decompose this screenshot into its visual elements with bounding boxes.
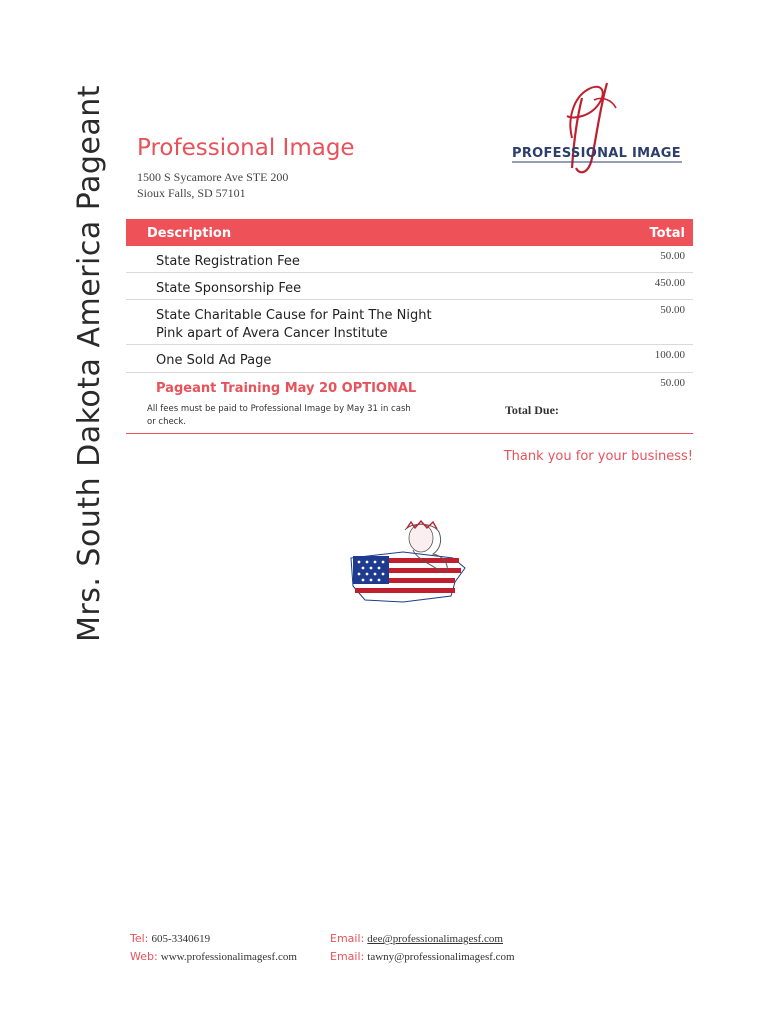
pageant-mascot-image (343, 520, 473, 612)
row-description: State Registration Fee (156, 254, 300, 269)
row-amount: 50.00 (660, 304, 685, 316)
email-label-2: Email: (330, 950, 365, 963)
side-title (72, 82, 112, 642)
row-amount: 50.00 (660, 250, 685, 262)
header-description: Description (147, 226, 232, 241)
footer-contact-right (330, 930, 515, 966)
row-amount: 100.00 (654, 349, 685, 361)
invoice-table (126, 219, 693, 434)
thank-you-message: Thank you for your business! (503, 449, 693, 464)
payment-note: All fees must be paid to Professional Image by May 31 in cash or check. (147, 404, 411, 427)
table-header (126, 219, 693, 246)
email-label-1: Email: (330, 932, 365, 945)
payment-notes (126, 397, 693, 434)
company-name: Professional Image (137, 135, 355, 161)
footer-contact-left (130, 930, 297, 966)
table-row (126, 273, 693, 300)
tel-label: Tel: (130, 932, 149, 945)
row-description: State Sponsorship Fee (156, 281, 302, 296)
row-description: State Charitable Cause for Paint The Night Pink apart of Avera Cancer Institute (156, 308, 432, 341)
address-line-1: 1500 S Sycamore Ave STE 200 (137, 170, 289, 184)
mascot-flag-icon (343, 520, 473, 612)
total-due-label: Total Due: (505, 403, 559, 417)
web-link[interactable]: www.professionalimagesf.com (160, 951, 297, 963)
header-total: Total (649, 226, 685, 241)
table-row (126, 246, 693, 273)
row-amount: 450.00 (654, 277, 685, 289)
tel-value: 605-3340619 (151, 933, 211, 945)
web-label: Web: (130, 950, 158, 963)
logo-monogram-icon (512, 78, 682, 182)
row-description: One Sold Ad Page (156, 353, 272, 368)
table-row (126, 345, 693, 373)
address-line-2: Sioux Falls, SD 57101 (137, 186, 246, 200)
row-description: Pageant Training May 20 OPTIONAL (156, 381, 417, 396)
row-amount: 50.00 (660, 377, 685, 389)
table-row-optional (126, 373, 693, 397)
company-logo (512, 78, 682, 182)
table-row (126, 300, 693, 345)
logo-text: PROFESSIONAL IMAGE (512, 146, 681, 161)
side-title-text: Mrs. South Dakota America Pageant (72, 84, 107, 642)
email-link-2[interactable]: tawny@professionalimagesf.com (367, 951, 515, 963)
email-link-1[interactable]: dee@professionalimagesf.com (367, 933, 503, 945)
